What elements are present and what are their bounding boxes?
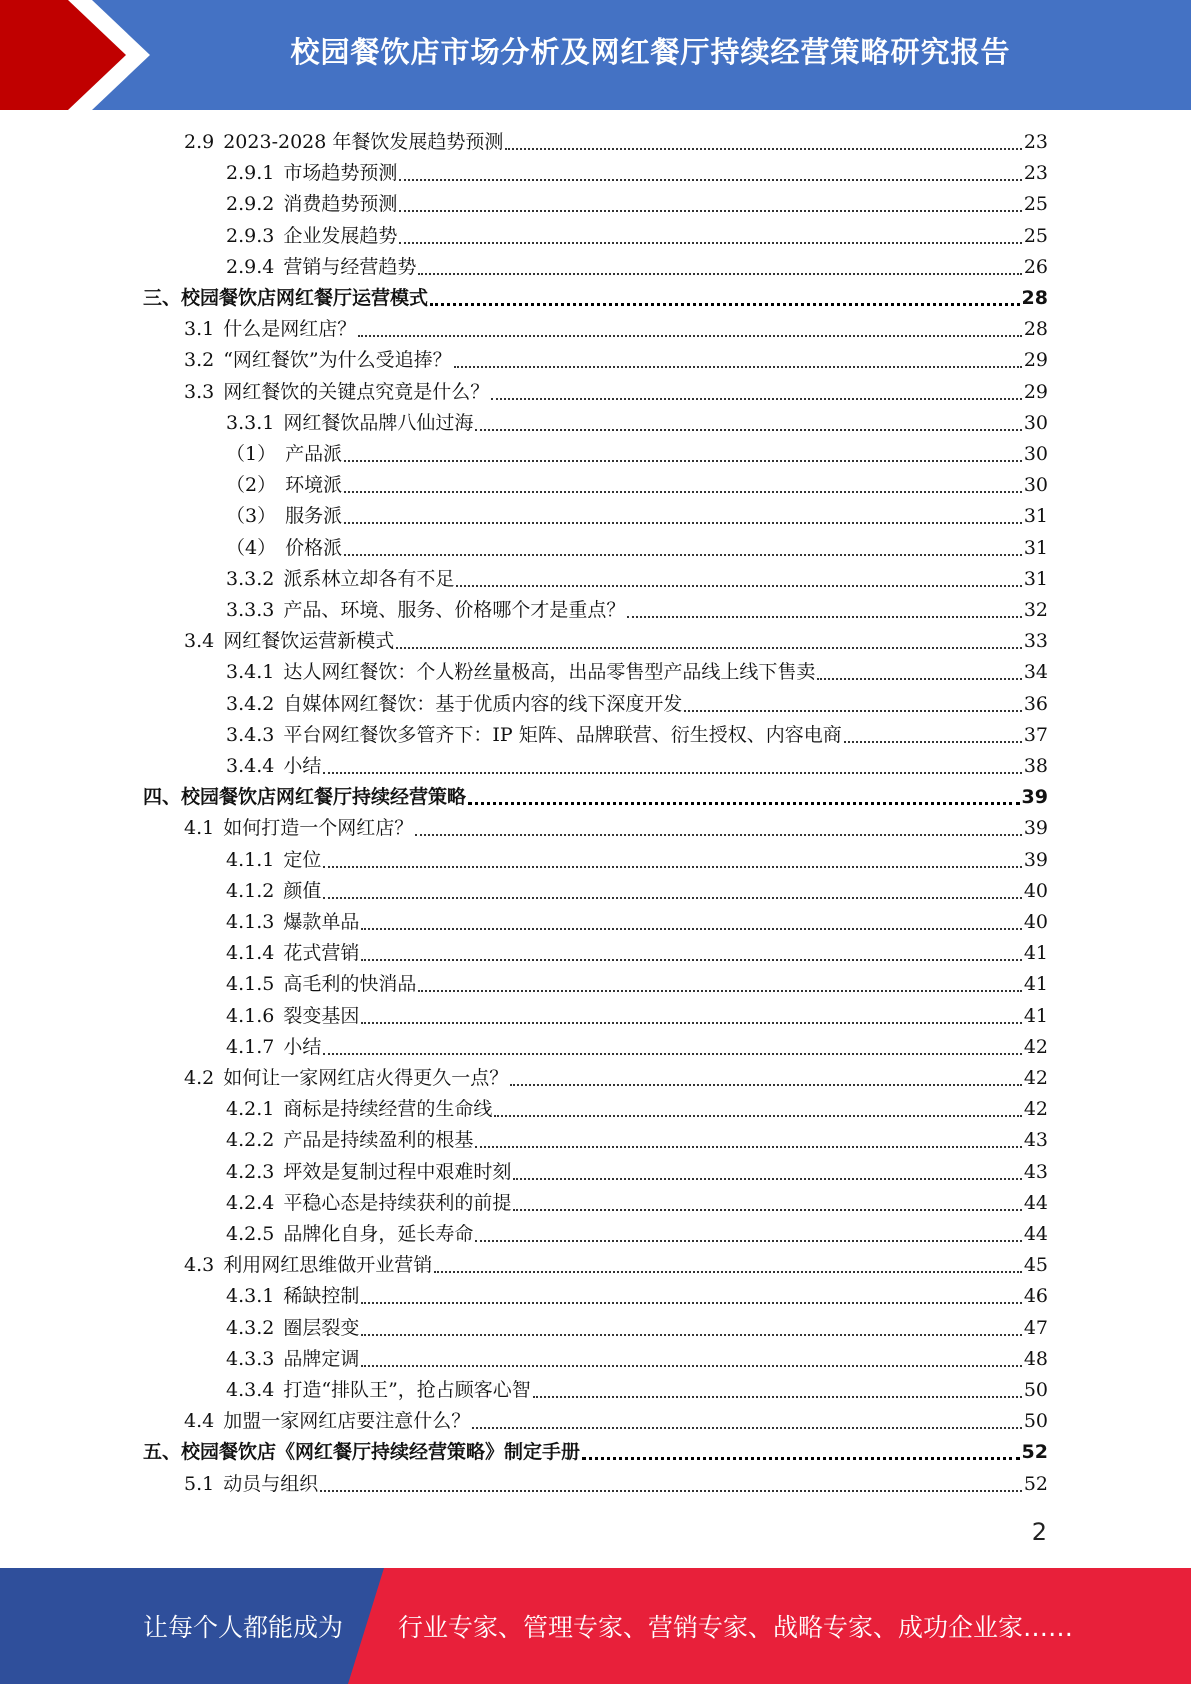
toc-entry[interactable] (184, 345, 1048, 376)
toc-entry-page: 42 (1023, 1035, 1048, 1058)
toc-entry[interactable] (184, 1469, 1048, 1500)
toc-dot-leader (361, 1021, 1021, 1024)
toc-entry-title: 高毛利的快消品 (283, 973, 417, 996)
toc-entry-title: 动员与组织 (223, 1472, 319, 1495)
toc-entry-title: 网红餐饮品牌八仙过海 (283, 411, 474, 434)
toc-entry-title: 价格派 (285, 536, 343, 559)
toc-entry[interactable] (226, 189, 1048, 220)
toc-entry-number: （1） (226, 443, 277, 465)
page-number: 2 (1031, 1518, 1047, 1546)
toc-dot-leader (533, 1395, 1022, 1398)
toc-entry[interactable] (226, 657, 1048, 688)
toc-entry[interactable] (226, 876, 1048, 907)
toc-entry-page: 30 (1023, 474, 1048, 497)
toc-entry-page: 23 (1023, 162, 1048, 185)
toc-entry-number: 4.3 (184, 1254, 215, 1277)
toc-dot-leader (844, 740, 1022, 743)
toc-dot-leader (684, 709, 1021, 712)
toc-dot-leader (358, 334, 1022, 337)
toc-dot-leader (344, 490, 1022, 493)
toc-entry[interactable] (226, 1125, 1048, 1156)
toc-entry[interactable] (226, 1219, 1048, 1250)
toc-entry-title: 爆款单品 (283, 911, 360, 933)
toc-entry-number: 2.9.4 (226, 255, 275, 278)
toc-entry-title: 派系林立却各有不足 (283, 567, 455, 590)
toc-entry-page: 42 (1023, 1067, 1048, 1089)
toc-entry-page: 40 (1023, 879, 1048, 902)
toc-entry-page: 52 (1023, 1472, 1048, 1495)
toc-entry-number: 4.1.7 (226, 1035, 275, 1058)
toc-dot-leader (434, 1270, 1022, 1273)
toc-entry-page: 39 (1023, 848, 1048, 871)
toc-entry[interactable] (184, 127, 1048, 158)
toc-entry-page: 41 (1023, 942, 1048, 965)
toc-entry-title: 什么是网红店？ (223, 318, 357, 341)
toc-entry-title: 服务派 (285, 505, 343, 528)
toc-dot-leader (361, 958, 1021, 961)
toc-entry-title: 网红餐饮运营新模式 (223, 630, 395, 653)
toc-entry-number: 3.4 (184, 630, 215, 653)
toc-entry-title: 利用网红思维做开业营销 (223, 1254, 433, 1277)
toc-entry-page: 25 (1023, 193, 1048, 216)
toc-entry-number: 3.3.2 (226, 567, 275, 590)
toc-entry-number: 4.2.1 (226, 1098, 275, 1121)
toc-dot-leader (454, 365, 1022, 368)
toc-entry[interactable] (226, 689, 1048, 720)
toc-entry-page: 41 (1023, 1004, 1048, 1027)
toc-entry[interactable] (226, 1188, 1048, 1219)
toc-entry-number: 2.9.1 (226, 162, 275, 185)
toc-entry-number: 4.1.6 (226, 1004, 275, 1027)
toc-dot-leader (513, 1177, 1021, 1180)
toc-entry-number: 4.1.2 (226, 879, 275, 902)
toc-entry-title: 达人网红餐饮：个人粉丝量极高，出品零售型产品线上线下售卖 (283, 661, 816, 684)
toc-entry[interactable] (226, 1344, 1048, 1375)
report-title: 校园餐饮店市场分析及网红餐厅持续经营策略研究报告 (290, 34, 1011, 69)
toc-entry-page: 30 (1023, 411, 1048, 434)
toc-entry[interactable] (226, 221, 1048, 252)
toc-entry-title: 品牌定调 (283, 1347, 360, 1370)
toc-entry-page: 37 (1023, 723, 1048, 746)
toc-entry[interactable] (226, 1375, 1048, 1406)
toc-entry-number: 3.3.1 (226, 411, 275, 434)
toc-dot-leader (344, 553, 1022, 556)
toc-entry-title: 颜值 (283, 879, 322, 902)
toc-entry-page: 30 (1023, 443, 1048, 465)
toc-entry[interactable] (226, 252, 1048, 283)
toc-entry-number: 5.1 (184, 1472, 215, 1495)
toc-entry-page: 39 (1023, 817, 1048, 840)
toc-dot-leader (468, 801, 1020, 805)
toc-entry-page: 29 (1023, 380, 1048, 403)
toc-entry-number: 4.2.2 (226, 1129, 275, 1152)
toc-entry-number: 4.1.4 (226, 942, 275, 965)
toc-entry-page: 50 (1023, 1379, 1048, 1401)
toc-entry-number: 3.3.3 (226, 599, 275, 621)
toc-entry[interactable] (226, 1094, 1048, 1125)
toc-entry[interactable] (184, 1406, 1048, 1437)
toc-entry-page: 41 (1023, 973, 1048, 996)
toc-entry[interactable] (226, 720, 1048, 751)
toc-entry-number: 2.9 (184, 131, 215, 153)
toc-entry-number: 3.1 (184, 318, 215, 341)
toc-dot-leader (323, 771, 1021, 774)
toc-entry-title: 市场趋势预测 (283, 162, 398, 185)
toc-entry-title: 平台网红餐饮多管齐下：IP 矩阵、品牌联营、衍生授权、内容电商 (283, 723, 842, 746)
toc-entry-number: 3.4.4 (226, 755, 275, 777)
toc-dot-leader (817, 677, 1021, 680)
toc-dot-leader (513, 1208, 1021, 1211)
toc-entry-page: 44 (1023, 1223, 1048, 1245)
toc-dot-leader (344, 459, 1022, 462)
toc-entry[interactable] (226, 907, 1048, 938)
toc-entry[interactable] (184, 813, 1048, 844)
toc-entry-page: 46 (1023, 1285, 1048, 1308)
toc-entry-title: 定位 (283, 848, 322, 871)
toc-dot-leader (418, 272, 1021, 275)
toc-entry[interactable] (226, 938, 1048, 969)
toc-entry-number: 4.2 (184, 1067, 215, 1089)
toc-dot-leader (627, 615, 1021, 618)
toc-entry[interactable] (143, 283, 1048, 314)
toc-entry-page: 52 (1021, 1441, 1048, 1464)
toc-entry[interactable] (184, 1250, 1048, 1281)
toc-entry-title: 企业发展趋势 (283, 224, 398, 247)
footer-slogan: 让每个人都能成为 (143, 1613, 344, 1642)
toc-dot-leader (475, 428, 1021, 431)
toc-entry-title: 自媒体网红餐饮：基于优质内容的线下深度开发 (283, 692, 683, 715)
toc-entry-number: 4.3.3 (226, 1347, 275, 1370)
toc-entry-number: 五、 (143, 1441, 182, 1464)
toc-entry-number: 2.9.2 (226, 193, 275, 216)
toc-entry-number: 4.3.1 (226, 1285, 275, 1308)
footer-banner (0, 1568, 1191, 1684)
toc-entry-page: 44 (1023, 1191, 1048, 1214)
toc-entry-number: 3.4.2 (226, 692, 275, 715)
toc-dot-leader (399, 209, 1021, 212)
toc-entry-page: 33 (1023, 630, 1048, 653)
toc-entry-page: 31 (1023, 567, 1048, 590)
toc-entry-title: 产品是持续盈利的根基 (283, 1129, 474, 1152)
toc-entry-page: 26 (1023, 255, 1048, 278)
toc-entry-page: 42 (1023, 1098, 1048, 1121)
toc-dot-leader (361, 927, 1021, 930)
toc-entry[interactable] (184, 626, 1048, 657)
toc-dot-leader (430, 302, 1020, 306)
toc-entry[interactable] (184, 377, 1048, 408)
toc-entry-number: 4.4 (184, 1410, 215, 1433)
toc-dot-leader (361, 1333, 1021, 1336)
toc-dot-leader (323, 865, 1021, 868)
toc-entry-title: 圈层裂变 (283, 1316, 360, 1339)
toc-entry-title: 品牌化自身，延长寿命 (283, 1223, 474, 1245)
toc-dot-leader (475, 1145, 1021, 1148)
toc-entry-title: 花式营销 (283, 942, 360, 965)
toc-entry-number: 4.3.2 (226, 1316, 275, 1339)
toc-dot-leader (456, 584, 1021, 587)
toc-entry-title: 校园餐饮店网红餐厅运营模式 (181, 287, 429, 309)
toc-entry-title: 校园餐饮店《网红餐厅持续经营策略》制定手册 (181, 1441, 581, 1464)
toc-dot-leader (472, 1426, 1022, 1429)
footer-tagline: 行业专家、管理专家、营销专家、战略专家、成功企业家…… (398, 1613, 1074, 1642)
toc-entry-title: 如何打造一个网红店？ (223, 817, 414, 840)
toc-entry-title: 坪效是复制过程中艰难时刻 (283, 1160, 512, 1183)
toc-entry-title: 小结 (283, 1035, 322, 1058)
toc-entry[interactable] (226, 470, 1048, 501)
toc-dot-leader (399, 241, 1021, 244)
toc-entry-number: （3） (226, 505, 277, 528)
toc-entry-title: “网红餐饮”为什么受追捧？ (223, 349, 452, 372)
toc-entry[interactable] (226, 1281, 1048, 1312)
toc-entry-page: 28 (1023, 318, 1048, 341)
toc-entry-number: 四、 (143, 786, 182, 809)
toc-entry-title: 加盟一家网红店要注意什么？ (223, 1410, 471, 1433)
toc-entry-page: 39 (1021, 786, 1048, 809)
toc-entry-number: 3.4.3 (226, 723, 275, 746)
toc-entry[interactable] (226, 845, 1048, 876)
toc-entry[interactable] (226, 1032, 1048, 1063)
toc-entry[interactable] (226, 158, 1048, 189)
toc-entry[interactable] (226, 564, 1048, 595)
toc-entry[interactable] (226, 1313, 1048, 1344)
toc-entry-page: 43 (1023, 1129, 1048, 1152)
toc-dot-leader (396, 646, 1022, 649)
toc-entry[interactable] (143, 1437, 1048, 1468)
toc-entry-title: 消费趋势预测 (283, 193, 398, 216)
toc-entry-title: 环境派 (285, 474, 343, 497)
toc-entry-number: 4.1.3 (226, 911, 275, 933)
toc-dot-leader (475, 1239, 1021, 1242)
toc-entry-title: 网红餐饮的关键点究竟是什么？ (223, 380, 490, 403)
toc-dot-leader (582, 1456, 1020, 1460)
toc-entry[interactable] (226, 501, 1048, 532)
toc-entry-number: （4） (226, 536, 277, 559)
toc-entry-page: 40 (1023, 911, 1048, 933)
toc-entry[interactable] (226, 1157, 1048, 1188)
toc-entry-number: 4.2.4 (226, 1191, 275, 1214)
toc-dot-leader (344, 521, 1022, 524)
toc-entry-page: 45 (1023, 1254, 1048, 1277)
toc-entry-page: 36 (1023, 692, 1048, 715)
toc-entry-title: 产品、环境、服务、价格哪个才是重点？ (283, 599, 626, 621)
toc-dot-leader (320, 1489, 1022, 1492)
toc-entry-number: 3.4.1 (226, 661, 275, 684)
toc-entry-number: 3.2 (184, 349, 215, 372)
toc-entry-title: 打造“排队王”，抢占顾客心智 (283, 1379, 531, 1401)
toc-entry-title: 稀缺控制 (283, 1285, 360, 1308)
toc-entry-page: 43 (1023, 1160, 1048, 1183)
toc-dot-leader (418, 989, 1021, 992)
toc-dot-leader (399, 178, 1021, 181)
toc-entry-number: 4.3.4 (226, 1379, 275, 1401)
toc-entry-number: 3.3 (184, 380, 215, 403)
toc-entry[interactable] (184, 314, 1048, 345)
toc-entry-number: 4.2.5 (226, 1223, 275, 1245)
toc-entry-title: 平稳心态是持续获利的前提 (283, 1191, 512, 1214)
toc-entry-page: 47 (1023, 1316, 1048, 1339)
toc-entry[interactable] (226, 1001, 1048, 1032)
toc-dot-leader (491, 397, 1022, 400)
toc-entry[interactable] (226, 751, 1048, 782)
toc-entry[interactable] (226, 439, 1048, 470)
toc-dot-leader (494, 1114, 1021, 1117)
toc-entry-page: 28 (1021, 287, 1048, 309)
toc-entry-page: 31 (1023, 505, 1048, 528)
toc-dot-leader (505, 147, 1021, 150)
toc-entry-title: 营销与经营趋势 (283, 255, 417, 278)
toc-dot-leader (510, 1083, 1022, 1086)
toc-entry-page: 38 (1023, 755, 1048, 777)
toc-entry-number: 4.2.3 (226, 1160, 275, 1183)
toc-entry[interactable] (184, 1063, 1048, 1094)
toc-entry-page: 23 (1023, 131, 1048, 153)
toc-entry-title: 商标是持续经营的生命线 (283, 1098, 493, 1121)
toc-entry-page: 50 (1023, 1410, 1048, 1433)
toc-entry-page: 34 (1023, 661, 1048, 684)
toc-entry[interactable] (143, 782, 1048, 813)
toc-entry-title: 校园餐饮店网红餐厅持续经营策略 (181, 786, 467, 809)
toc-entry-page: 31 (1023, 536, 1048, 559)
toc-entry-number: 4.1.5 (226, 973, 275, 996)
toc-entry-number: （2） (226, 474, 277, 497)
toc-entry-page: 29 (1023, 349, 1048, 372)
toc-dot-leader (323, 896, 1021, 899)
toc-entry-title: 小结 (283, 755, 322, 777)
toc-entry[interactable] (226, 533, 1048, 564)
toc-entry[interactable] (226, 595, 1048, 626)
toc-entry[interactable] (226, 969, 1048, 1000)
toc-entry-page: 25 (1023, 224, 1048, 247)
toc-entry-page: 48 (1023, 1347, 1048, 1370)
toc-entry-title: 产品派 (285, 443, 343, 465)
toc-dot-leader (361, 1301, 1021, 1304)
toc-entry-page: 32 (1023, 599, 1048, 621)
toc-dot-leader (361, 1364, 1021, 1367)
toc-entry-number: 4.1.1 (226, 848, 275, 871)
toc-entry-number: 三、 (143, 287, 182, 309)
toc-entry-title: 2023-2028 年餐饮发展趋势预测 (223, 131, 504, 153)
toc-entry[interactable] (226, 408, 1048, 439)
toc-dot-leader (415, 833, 1022, 836)
toc-dot-leader (323, 1052, 1021, 1055)
toc-entry-title: 如何让一家网红店火得更久一点？ (223, 1067, 509, 1089)
header-banner (0, 0, 1191, 110)
toc-entry-number: 4.1 (184, 817, 215, 840)
toc-entry-number: 2.9.3 (226, 224, 275, 247)
toc-entry-title: 裂变基因 (283, 1004, 360, 1027)
